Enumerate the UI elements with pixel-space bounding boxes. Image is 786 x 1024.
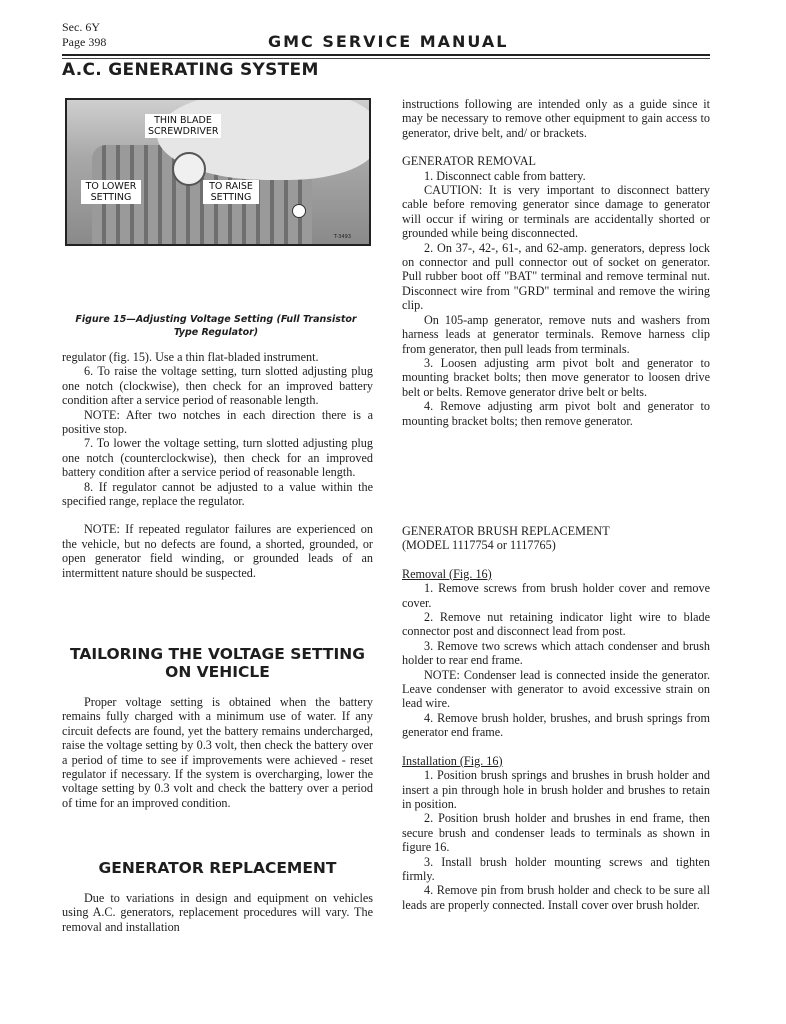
- paragraph: 7. To lower the voltage setting, turn slotted adjusting plug one notch (counterclockwise), then check for an improved battery condition after a service period of reasonable length.: [62, 436, 373, 480]
- paragraph: regulator (fig. 15). Use a thin flat-bladed instrument.: [62, 350, 319, 364]
- subheading-removal: Removal (Fig. 16): [402, 566, 492, 581]
- step: 2. On 37-, 42-, 61-, and 62-amp. generators, depress lock on connector and pull connector out of socket on generator. Pull rubber boot off "BAT" terminal and remove terminal nut. Disconnect wire from "GRD" terminal and remove the wiring clip.: [402, 240, 710, 313]
- label-raise: TO RAISE SETTING: [203, 180, 259, 204]
- label-lower: TO LOWER SETTING: [81, 180, 141, 204]
- paragraph: NOTE: After two notches in each direction there is a positive stop.: [62, 407, 373, 437]
- paragraph: instructions following are intended only as a guide since it may be necessary to remove other equipment to gain access to generator, drive belt, and/ or brackets.: [402, 97, 710, 140]
- page-number: Page 398: [62, 35, 107, 49]
- left-column-text: [62, 350, 373, 580]
- paragraph: 8. If regulator cannot be adjusted to a value within the specified range, replace the regulator.: [62, 479, 373, 509]
- step: 2. Remove nut retaining indicator light wire to blade connector post and disconnect lead from post.: [402, 610, 710, 639]
- step: 1. Disconnect cable from battery.: [424, 168, 586, 183]
- header-rule: [62, 54, 710, 56]
- label-screwdriver: THIN BLADE SCREWDRIVER: [145, 114, 221, 138]
- right-column-text: [402, 97, 710, 428]
- manual-title: GMC SERVICE MANUAL: [268, 32, 509, 51]
- step: 4. Remove adjusting arm pivot bolt and generator to mounting bracket bolts; then remove generator.: [402, 399, 710, 428]
- figure-caption: Figure 15—Adjusting Voltage Setting (Full Transistor Type Regulator): [75, 314, 357, 338]
- subheading-installation: Installation (Fig. 16): [402, 753, 503, 768]
- step: 4. Remove pin from brush holder and check to be sure all leads are properly connected. Install cover over brush holder.: [402, 883, 710, 912]
- step: 3. Install brush holder mounting screws and tighten firmly.: [402, 854, 710, 883]
- paragraph: Proper voltage setting is obtained when the battery remains fully charged with a minimum use of water. If any circuit defects are found, yet the battery remains undercharged, raise the voltage setting by 0.3 volt, then check the battery over a period of time to see if improvements were achieved - reset regulator if necessary. If the system is overcharging, lower the voltage setting by 0.3 volt and check the battery over a period of time for an improved condition.: [62, 695, 373, 810]
- mounting-hole: [292, 204, 306, 218]
- system-heading: A.C. GENERATING SYSTEM: [62, 60, 319, 80]
- step: 1. Position brush springs and brushes in brush holder and insert a pin through hole in brush holder and brushes to retain in position.: [402, 768, 710, 811]
- paragraph: On 105-amp generator, remove nuts and washers from harness leads at generator terminals. Remove harness clip from generator, then pull leads from terminals.: [402, 312, 710, 356]
- section-number: Sec. 6Y: [62, 20, 100, 34]
- replacement-text: [62, 891, 373, 934]
- header-rule-thin: [62, 58, 710, 59]
- caution: CAUTION: It is very important to disconnect battery cable before removing generator since damage to generator will occur if wiring or terminals are accidentally shorted or grounded while being disconnected.: [402, 183, 710, 241]
- tailoring-text: [62, 695, 373, 810]
- section-info: [62, 20, 106, 50]
- heading-tailoring: TAILORING THE VOLTAGE SETTING ON VEHICLE: [70, 645, 365, 681]
- figure-number: T-3493: [333, 234, 351, 240]
- adjusting-plug: [172, 152, 206, 186]
- step: 3. Remove two screws which attach condenser and brush holder to rear end frame.: [402, 638, 710, 668]
- heading-brush-replacement: GENERATOR BRUSH REPLACEMENT: [402, 524, 610, 538]
- heading-brush-model: (MODEL 1117754 or 1117765): [402, 538, 556, 553]
- step: 3. Loosen adjusting arm pivot bolt and generator to mounting bracket bolts; then move generator to loosen drive belt or belts. Remove generator drive belt or belts.: [402, 355, 710, 399]
- step: 1. Remove screws from brush holder cover and remove cover.: [402, 581, 710, 610]
- step: 2. Position brush holder and brushes in end frame, then secure brush and condenser leads to terminals as shown in figure 16.: [402, 811, 710, 855]
- paragraph: NOTE: If repeated regulator failures are experienced on the vehicle, but no defects are found, a shorted, grounded, or open generator field winding, or grounded leads of an intermittent nature should be suspected.: [62, 522, 373, 580]
- step: 4. Remove brush holder, brushes, and brush springs from generator end frame.: [402, 710, 710, 740]
- brush-replacement-text: [402, 524, 710, 912]
- heading-generator-replacement: GENERATOR REPLACEMENT: [98, 859, 337, 877]
- paragraph: Due to variations in design and equipment on vehicles using A.C. generators, replacement procedures will vary. The removal and installation: [62, 891, 373, 934]
- heading-generator-removal: GENERATOR REMOVAL: [402, 154, 536, 169]
- figure-15-photo: [65, 98, 371, 246]
- paragraph: 6. To raise the voltage setting, turn slotted adjusting plug one notch (clockwise), then check for an improved battery condition after a service period of reasonable length.: [62, 364, 373, 408]
- note: NOTE: Condenser lead is connected inside the generator. Leave condenser with generator to avoid excessive strain on lead wire.: [402, 667, 710, 711]
